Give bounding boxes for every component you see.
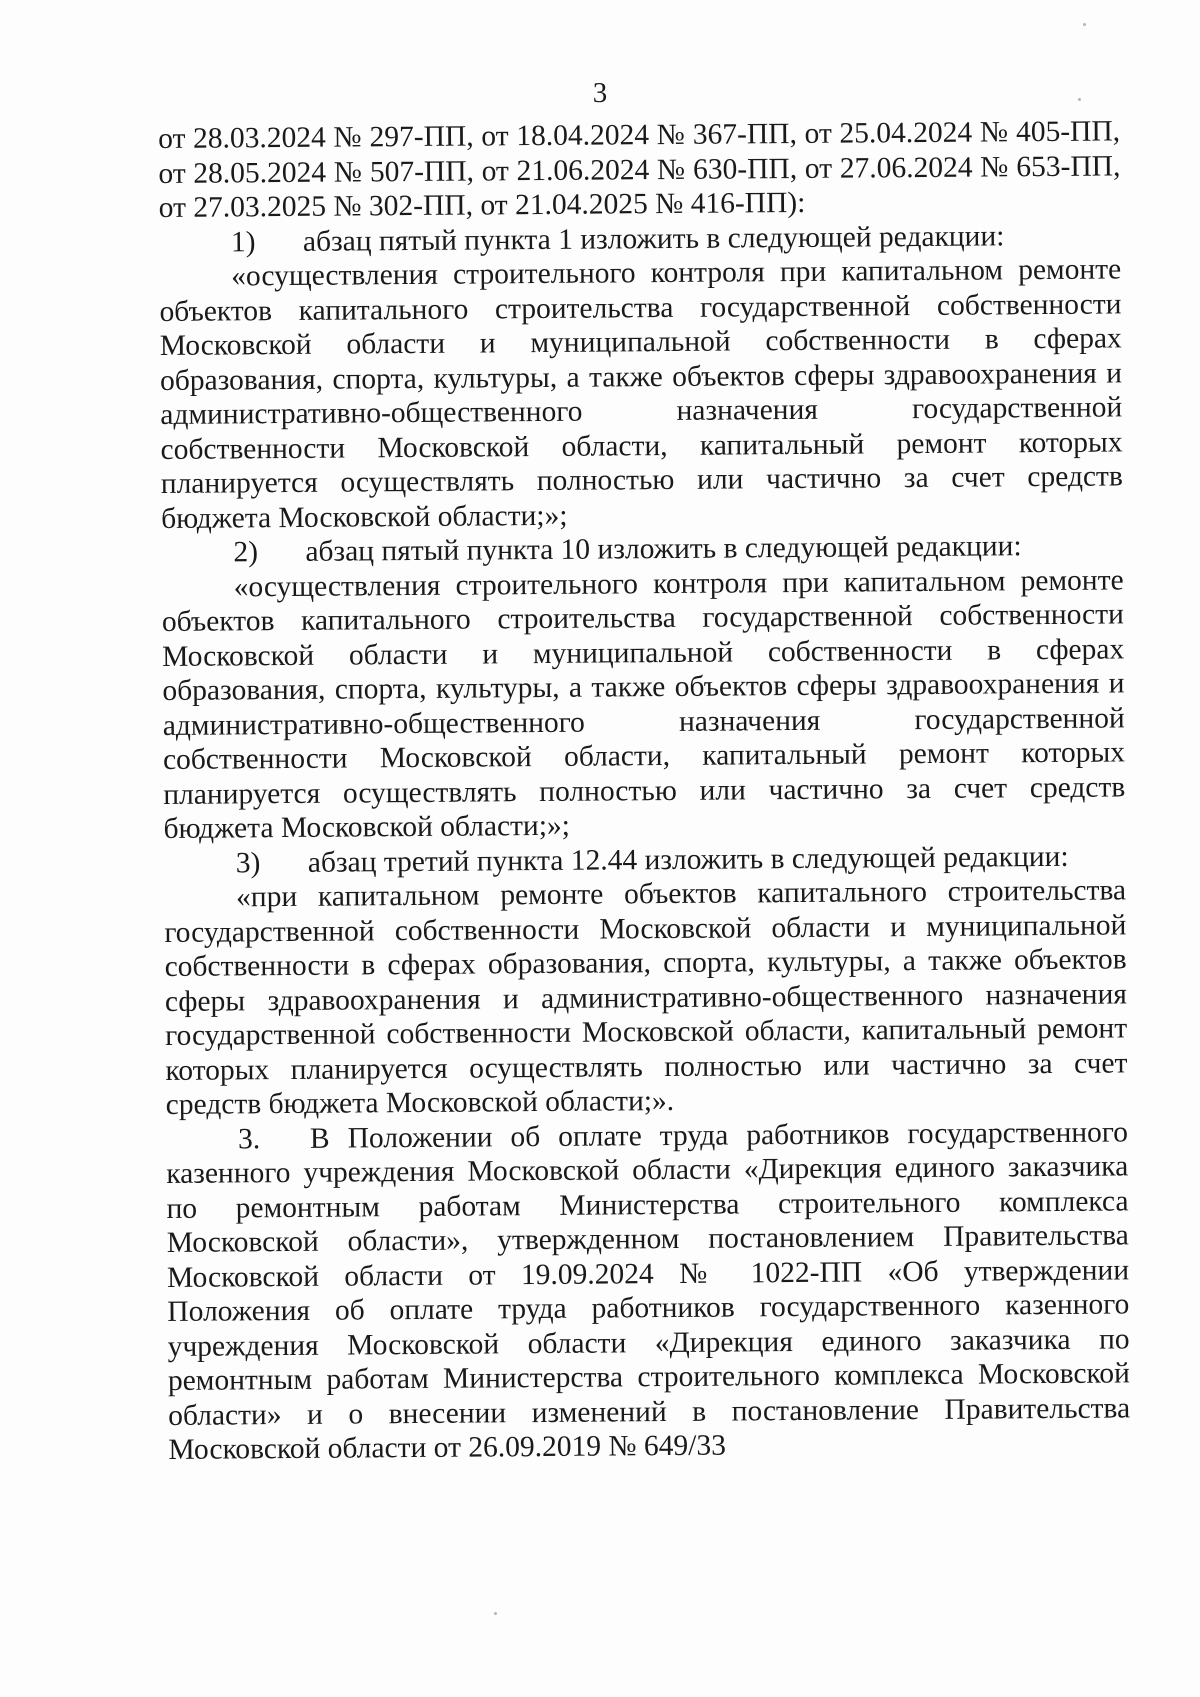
section-3-paragraph xyxy=(166,1115,1131,1468)
amendment-item-1-number: 1) xyxy=(230,225,256,258)
section-3-text: В Положении об оплате труда работников государственного казенного учреждения Московской области «Дирекция единого заказчика по ремонтным работам Министерства строительного комплекса Московской области», утвержденном постановлением Правительства Московской области от 19.09.2024 № 1022-ПП «Об утверждении Положения об оплате труда работников государственного казенного учреждения Московской области «Дирекция единого заказчика по ремонтным работам Министерства строительного комплекса Московской области» и о внесении изменений в постановление Правительства Московской области от 26.09.2019 № 649/33 xyxy=(166,1115,1131,1466)
amendment-item-2-number: 2) xyxy=(233,536,259,569)
amendment-item-3-number: 3) xyxy=(235,846,261,879)
page-number: 3 xyxy=(592,77,608,109)
section-3-number: 3. xyxy=(237,1122,261,1155)
scan-speck xyxy=(1083,23,1086,26)
scan-speck xyxy=(494,1612,497,1615)
intro-paragraph: от 28.03.2024 № 297-ПП, от 18.04.2024 № 367-ПП, от 25.04.2024 № 405-ПП, от 28.05.2024 № 507-ПП, от 21.06.2024 № 630-ПП, от 27.06.2024 № 653-ПП, от 27.03.2025 № 302-ПП, от 21.04.2025 № 416-ПП): xyxy=(158,115,1121,224)
amendment-item-1-quote: «осуществления строительного контроля при капитальном ремонте объектов капитального строительства государственной собственности Московской области и муниципальной собственности в сферах образования, спорта, культуры, а также объектов сферы здравоохранения и административно-общественного назначения государственной собственности Московской области, капитальный ремонт которых планируется осуществлять полностью или частично за счет средств бюджета Московской области;»; xyxy=(159,253,1123,535)
amendment-item-3-quote: «при капитальном ремонте объектов капитального строительства государственной собственности Московской области и муниципальной собственности в сферах образования, спорта, культуры, а также объектов сферы здравоохранения и административно-общественного назначения государственной собственности Московской области, капитальный ремонт которых планируется осуществлять полностью или частично за счет средств бюджета Московской области;». xyxy=(164,874,1128,1121)
amendment-item-2-quote: «осуществления строительного контроля при капитальном ремонте объектов капитального строительства государственной собственности Московской области и муниципальной собственности в сферах образования, спорта, культуры, а также объектов сферы здравоохранения и административно-общественного назначения государственной собственности Московской области, капитальный ремонт которых планируется осуществлять полностью или частично за счет средств бюджета Московской области;»; xyxy=(161,563,1126,845)
amendment-item-3-text: абзац третий пункта 12.44 изложить в следующей редакции: xyxy=(307,840,1069,879)
amendment-item-2-text: абзац пятый пункта 10 изложить в следующей редакции: xyxy=(305,530,1022,568)
amendment-item-1-text: абзац пятый пункта 1 изложить в следующей редакции: xyxy=(302,219,1005,258)
scan-speck xyxy=(1078,98,1081,101)
document-body xyxy=(158,114,1131,1467)
